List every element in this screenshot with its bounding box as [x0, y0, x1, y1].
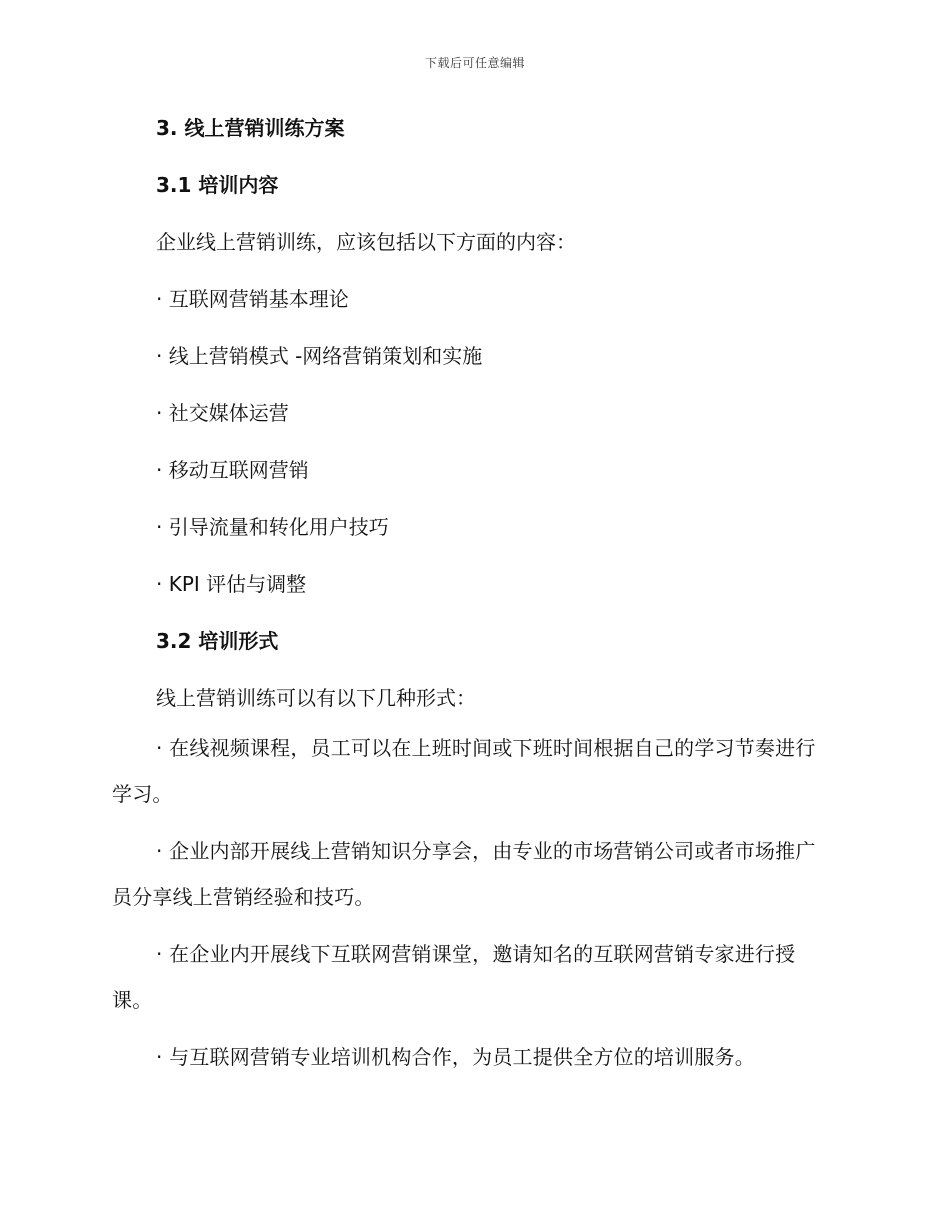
- document-body: [112, 112, 822, 1080]
- content-list-item: · 移动互联网营销: [156, 458, 309, 482]
- forms-list-item: · 在线视频课程，员工可以在上班时间或下班时间根据自己的学习节奏进行学习。: [112, 736, 816, 806]
- header-note: 下载后可任意编辑: [424, 56, 525, 70]
- forms-list-item: · 与互联网营销专业培训机构合作，为员工提供全方位的培训服务。: [156, 1045, 755, 1069]
- content-list-item: · 线上营销模式 -网络营销策划和实施: [156, 344, 483, 368]
- content-intro: 企业线上营销训练，应该包括以下方面的内容：: [156, 230, 576, 254]
- subsection-heading-forms: 3.2 培训形式: [156, 629, 279, 653]
- content-list-item: · 社交媒体运营: [156, 401, 289, 425]
- forms-intro: 线上营销训练可以有以下几种形式：: [156, 686, 476, 710]
- content-list-item: · KPI 评估与调整: [156, 572, 307, 596]
- content-list-item: · 互联网营销基本理论: [156, 287, 349, 311]
- content-list-item: · 引导流量和转化用户技巧: [156, 515, 389, 539]
- section-title: 3. 线上营销训练方案: [156, 116, 345, 140]
- subsection-heading-content: 3.1 培训内容: [156, 173, 279, 197]
- forms-list-item: · 企业内部开展线上营销知识分享会，由专业的市场营销公司或者市场推广员分享线上营销经验和技巧。: [112, 839, 816, 909]
- forms-list-item: · 在企业内开展线下互联网营销课堂，邀请知名的互联网营销专家进行授课。: [112, 942, 796, 1012]
